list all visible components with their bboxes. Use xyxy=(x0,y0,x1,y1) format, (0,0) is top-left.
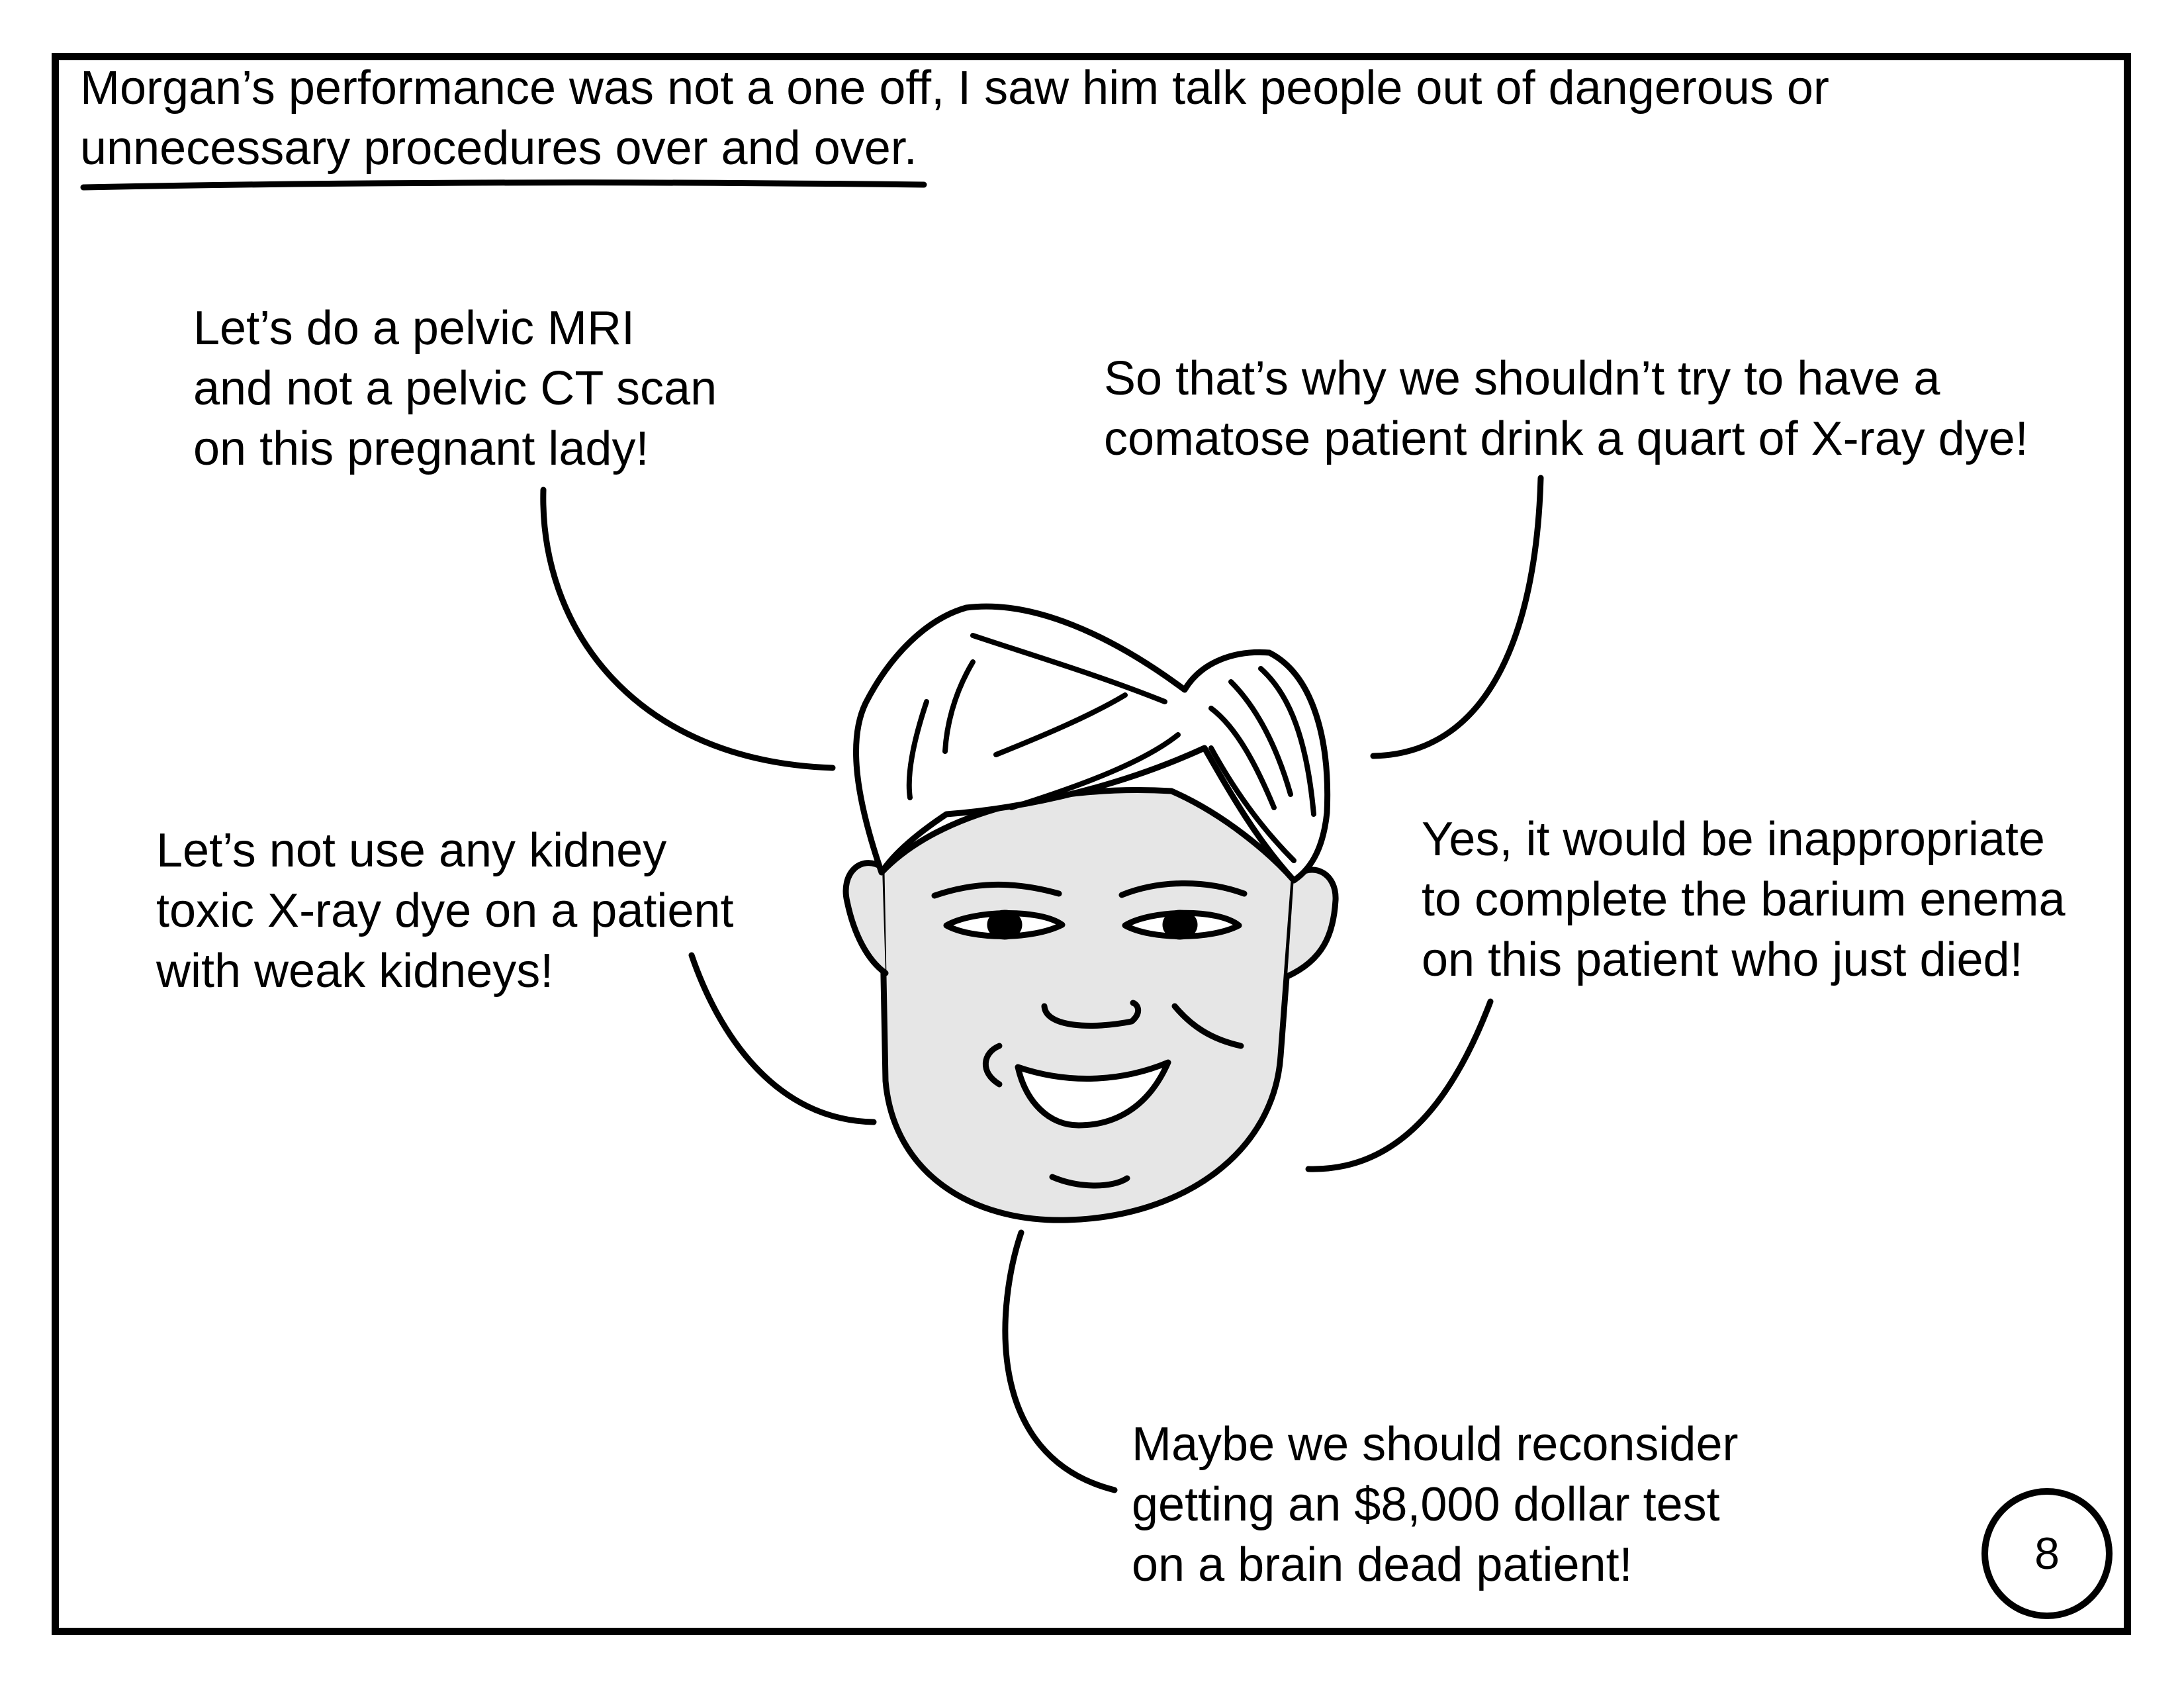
pointer-line-dye xyxy=(1373,478,1541,756)
caption-line-1: Morgan’s performance was not a one off, I saw him talk people out of dangerous or xyxy=(80,62,1829,115)
right-pupil xyxy=(1165,913,1195,937)
left-pupil xyxy=(990,913,1019,937)
caption-underline xyxy=(83,183,924,187)
face-shape xyxy=(882,790,1294,1221)
right-ear xyxy=(1287,870,1336,976)
pointer-line-barium xyxy=(1308,1002,1490,1169)
speech-text-kidney-dye: Let’s not use any kidney toxic X-ray dye on a patient with weak kidneys! xyxy=(156,824,734,998)
caption-underlined-text: unnecessary procedures over and over xyxy=(80,122,904,175)
pointer-line-kidney xyxy=(692,955,874,1122)
caption-period: . xyxy=(903,122,917,175)
page-number: 8 xyxy=(2034,1528,2060,1579)
speech-text-xray-dye-drink: So that’s why we shouldn’t try to have a comatose patient drink a quart of X-ray dye! xyxy=(1104,352,2028,465)
page-number-badge xyxy=(1981,1488,2113,1619)
pointer-line-mri xyxy=(543,490,833,768)
speech-text-pelvic-mri: Let’s do a pelvic MRI and not a pelvic CT scan on this pregnant lady! xyxy=(193,302,717,475)
left-ear xyxy=(846,863,886,973)
doctor-face xyxy=(846,606,1336,1220)
speech-text-barium-enema: Yes, it would be inappropriate to complete the barium enema on this patient who just died! xyxy=(1422,813,2066,986)
speech-text-costly-test: Maybe we should reconsider getting an $8,000 dollar test on a brain dead patient! xyxy=(1132,1418,1739,1591)
pointer-line-test xyxy=(1005,1233,1115,1490)
